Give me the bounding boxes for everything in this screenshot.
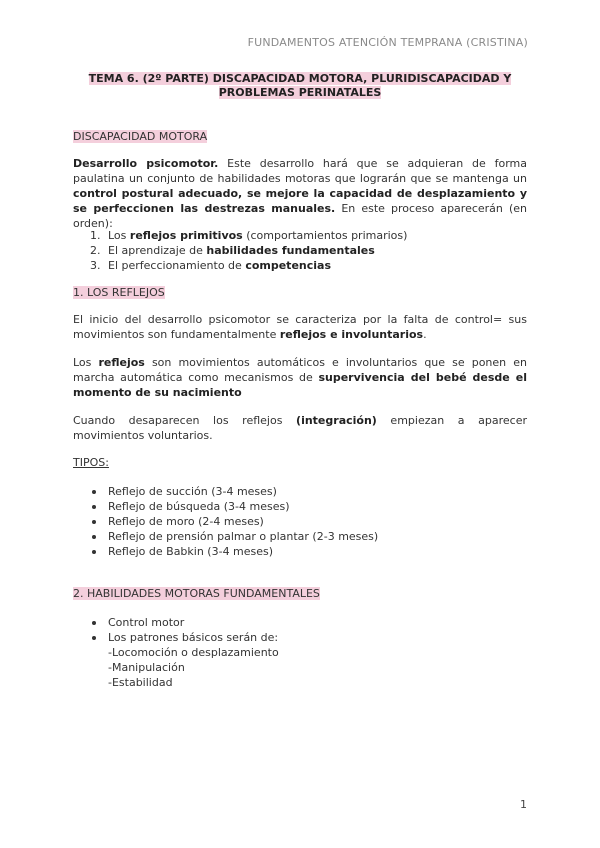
bold-text: supervivencia del bebé desde el momento de su nacimiento: [73, 371, 528, 399]
list-number: 3.: [90, 259, 101, 272]
section-heading-discapacidad-motora: [73, 129, 527, 144]
list-number: 1.: [90, 229, 101, 242]
tipos-heading: [73, 455, 527, 470]
text: El aprendizaje de: [108, 244, 207, 257]
tipos-heading-text: TIPOS:: [73, 456, 109, 469]
text: Este desarrollo hará que se adquieran de forma paulatina un conjunto de habilidades motoras que lograrán que se mantenga un: [73, 157, 527, 185]
text: Los: [108, 229, 130, 242]
list-item-text: Reflejo de succión (3-4 meses): [108, 485, 277, 498]
list-item: [73, 615, 527, 630]
section-heading-text: DISCAPACIDAD MOTORA: [73, 130, 208, 143]
sub-item: -Estabilidad: [108, 676, 173, 689]
bullet-icon: [92, 535, 96, 539]
bold-text: competencias: [245, 259, 331, 272]
bullet-icon: [92, 490, 96, 494]
text: En este proceso aparecerán (en orden):: [73, 202, 527, 230]
bold-text: control postural adecuado, se mejore la capacidad de desplazamiento y se perfeccionen las destrezas manuales.: [73, 187, 527, 215]
bullet-icon: [92, 550, 96, 554]
text: (comportamientos primarios): [242, 229, 408, 242]
sub-item: -Manipulación: [108, 661, 185, 674]
list-item: [73, 529, 527, 544]
section-heading-reflejos: [73, 285, 527, 300]
list-number: 2.: [90, 244, 101, 257]
bold-text: (integración): [296, 414, 377, 427]
paragraph-reflejos-1: [73, 312, 527, 342]
paragraph-desarrollo: [73, 156, 527, 231]
text: .: [423, 328, 427, 341]
page-title: [80, 72, 520, 100]
bold-text: reflejos: [98, 356, 145, 369]
list-item: [73, 630, 527, 690]
list-item: [73, 258, 527, 273]
title-line-2: PROBLEMAS PERINATALES: [218, 86, 382, 99]
section-heading-text: 1. LOS REFLEJOS: [73, 286, 165, 299]
bullet-icon: [92, 505, 96, 509]
list-item: [73, 514, 527, 529]
text: El perfeccionamiento de: [108, 259, 246, 272]
bold-text: reflejos e involuntarios: [279, 328, 424, 341]
bold-text: reflejos primitivos: [129, 229, 243, 242]
ordered-list: [73, 228, 527, 273]
list-item: [73, 544, 527, 559]
section-heading-text: 2. HABILIDADES MOTORAS FUNDAMENTALES: [73, 587, 320, 600]
text: empiezan a aparecer movimientos voluntarios.: [73, 414, 527, 442]
list-item: [73, 484, 527, 499]
text: Los: [73, 356, 99, 369]
habilidades-list: [73, 615, 527, 690]
text: son movimientos automáticos e involuntarios que se ponen en marcha automática como mecanismos de: [73, 356, 527, 384]
list-item-text: Reflejo de búsqueda (3-4 meses): [108, 500, 290, 513]
title-line-1: TEMA 6. (2º PARTE) DISCAPACIDAD MOTORA, PLURIDISCAPACIDAD Y: [88, 72, 512, 85]
page-number: 1: [520, 798, 527, 811]
list-item: [73, 228, 527, 243]
bullet-icon: [92, 621, 96, 625]
tipos-list: [73, 484, 527, 559]
list-item-text: Control motor: [108, 616, 185, 629]
bullet-icon: [92, 636, 96, 640]
running-header: FUNDAMENTOS ATENCIÓN TEMPRANA (CRISTINA): [247, 36, 528, 49]
list-item-text: Reflejo de moro (2-4 meses): [108, 515, 264, 528]
list-item-text: Reflejo de Babkin (3-4 meses): [108, 545, 274, 558]
list-item-text: Reflejo de prensión palmar o plantar (2-3 meses): [108, 530, 379, 543]
paragraph-reflejos-2: [73, 355, 527, 400]
list-item: [73, 243, 527, 258]
list-item-text: Los patrones básicos serán de:: [108, 631, 279, 644]
paragraph-reflejos-3: [73, 413, 527, 443]
bullet-icon: [92, 520, 96, 524]
text: Cuando desaparecen los reflejos: [73, 414, 297, 427]
term-desarrollo: Desarrollo psicomotor.: [73, 157, 219, 170]
bold-text: habilidades fundamentales: [206, 244, 375, 257]
list-item: [73, 499, 527, 514]
text: El inicio del desarrollo psicomotor se caracteriza por la falta de control= sus movimientos son fundamentalmente: [73, 313, 527, 341]
sub-item: -Locomoción o desplazamiento: [108, 646, 279, 659]
section-heading-habilidades: [73, 586, 527, 601]
